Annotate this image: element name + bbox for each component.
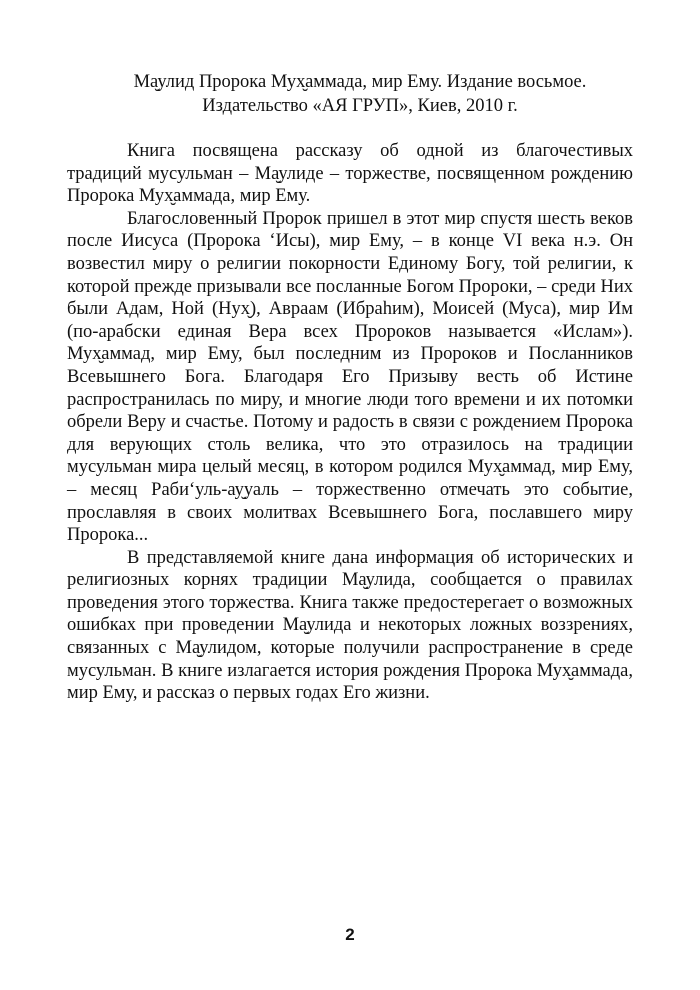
title-line-1: Ма̮улид Пророка Мух̮аммада, мир Ему. Издание восьмое. bbox=[133, 72, 587, 92]
description-body bbox=[67, 140, 633, 705]
book-title bbox=[60, 70, 660, 118]
title-line-2: Издательство «АЯ ГРУП», Киев, 2010 г. bbox=[202, 96, 518, 116]
paragraph-3: В представляемой книге дана информация об исторических и религиозных корнях традиции Ма̮улида, сообщается о правилах проведения этого торжества. Книга также предостерегает о возможных ошибках при проведении Ма̮улида и некоторых ложных воззрениях, связанных с Ма̮улидом, которые получили распространение в среде мусульман. В книге излагается история рождения Пророка Мух̮аммада, мир Ему, и рассказ о первых годах Его жизни. bbox=[67, 547, 633, 704]
paragraph-2: Благословенный Пророк пришел в этот мир спустя шесть веков после Иисуса (Пророка ‘Исы), мир Ему, – в конце VI века н.э. Он возвестил миру о религии покорности Единому Богу, той религии, к которой прежде призывали все посланные Богом Пророки, – среди Них были Адам, Ной (Нух̮), Авраам (Ибраhим), Моисей (Муса), мир Им (по-арабски единая Вера всех Пророков называется «Ислам»). Мух̮аммад, мир Ему, был последним из Пророков и Посланников Всевышнего Бога. Благодаря Его Призыву весть об Истине распространилась по миру, и многие люди того времени и их потомки обрели Веру и счастье. Потому и радость в связи с рождением Пророка для верующих столь велика, что это отразилось на традиции мусульман мира целый месяц, в котором родился Мух̮аммад, мир Ему, – месяц Раби‘уль-ау̮уаль – торжественно отмечать это событие, прославляя в своих молитвах Всевышнего Бога, пославшего миру Пророка... bbox=[67, 208, 633, 546]
page-number: 2 bbox=[345, 925, 355, 944]
paragraph-1: Книга посвящена рассказу об одной из благочестивых традиций мусульман – Ма̮улиде – торжестве, посвященном рождению Пророка Мух̮аммада, мир Ему. bbox=[67, 141, 633, 207]
